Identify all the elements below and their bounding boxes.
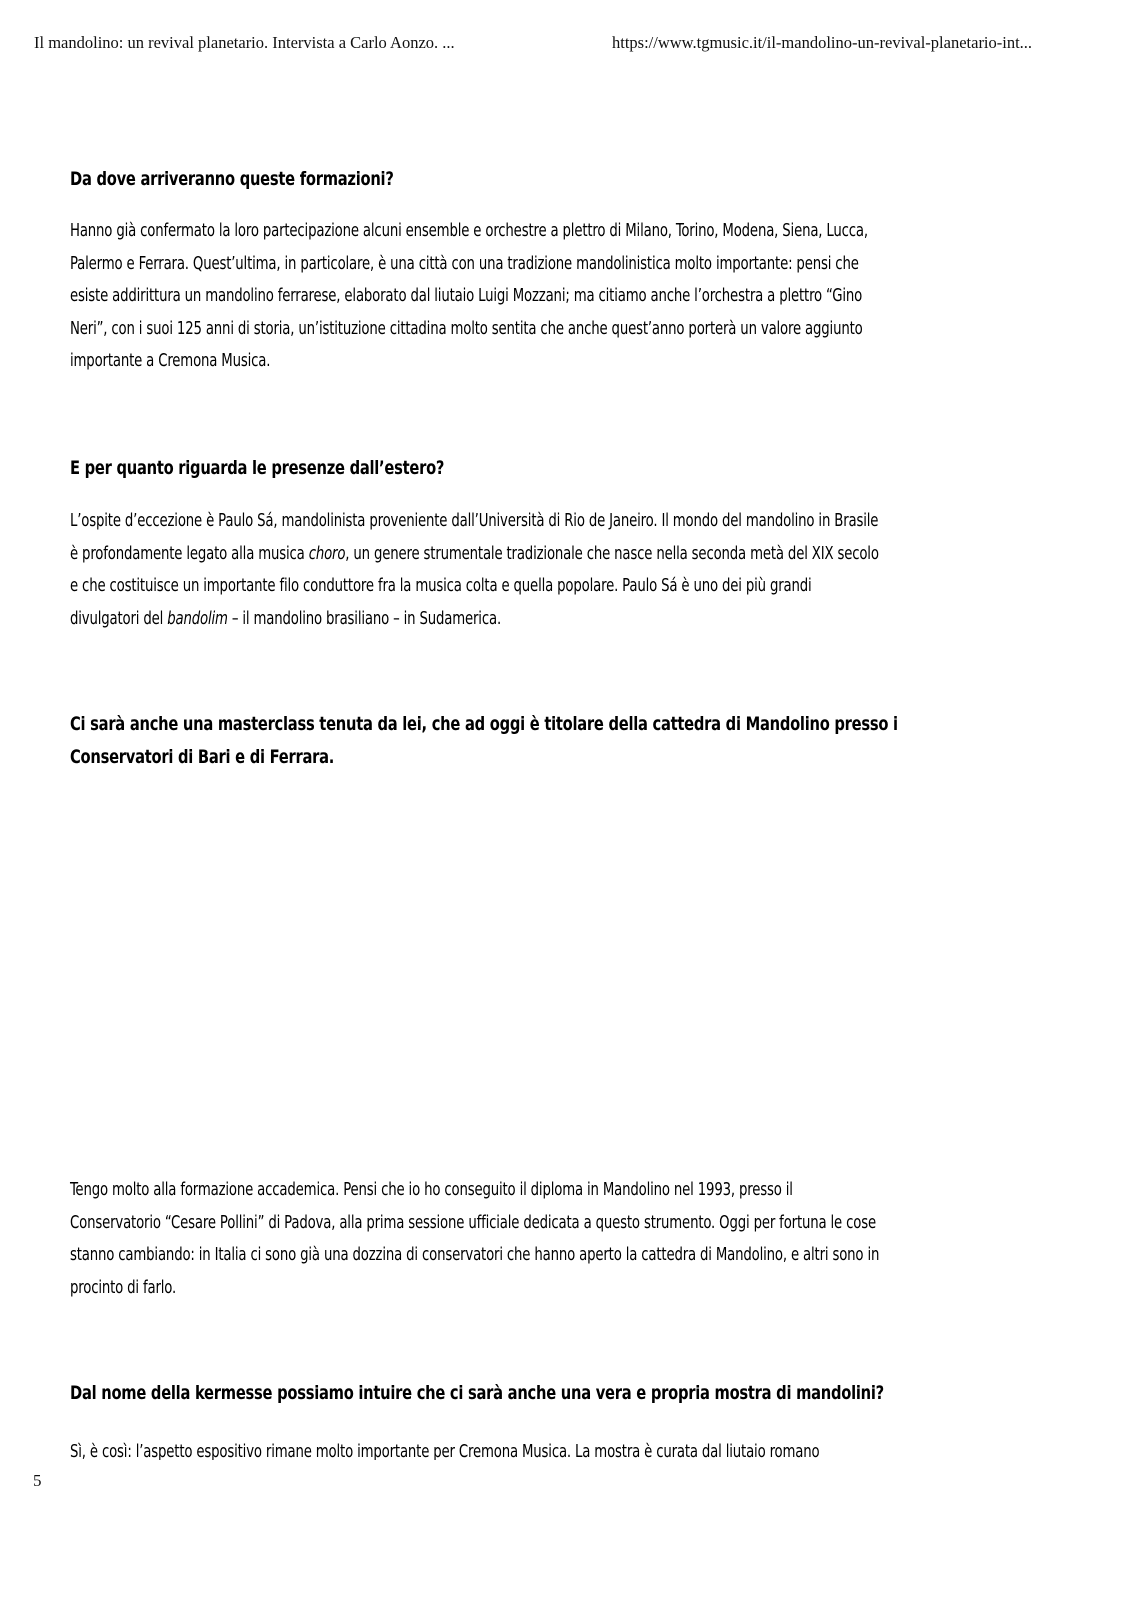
- question-heading-4: Dal nome della kermesse possiamo intuire che ci sarà anche una vera e propria mostra di mandolini?: [70, 1382, 884, 1404]
- paragraph-line: Neri”, con i suoi 125 anni di storia, un’istituzione cittadina molto sentita che anche quest’anno porterà un valore aggiunto: [70, 317, 863, 339]
- page-break-clip: [70, 1438, 1130, 1460]
- page-title: Il mandolino: un revival planetario. Intervista a Carlo Aonzo. ...: [34, 33, 455, 52]
- paragraph-line: e che costituisce un importante filo conduttore fra la musica colta e quella popolare. Paulo Sá è uno dei più grandi: [70, 575, 812, 596]
- question-heading-1: Da dove arriveranno queste formazioni?: [70, 168, 394, 190]
- paragraph-line: importante a Cremona Musica.: [70, 350, 271, 371]
- page-number: 5: [33, 1471, 42, 1490]
- paragraph-line: Hanno già confermato la loro partecipazione alcuni ensemble e orchestre a plettro di Milano, Torino, Modena, Siena, Lucca,: [70, 220, 868, 241]
- instrument-term: bandolim: [167, 607, 228, 629]
- paragraph-line: Palermo e Ferrara. Quest’ultima, in particolare, è una città con una tradizione mandolinistica molto importante: pensi che: [70, 252, 859, 274]
- answer-paragraph-2: [70, 505, 1062, 635]
- genre-term: choro: [308, 542, 346, 564]
- paragraph-line: L’ospite d’eccezione è Paulo Sá, mandolinista proveniente dall’Università di Rio de Janeiro. Il mondo del mandolino in Brasile: [70, 510, 879, 531]
- answer-paragraph-3: [70, 1174, 1062, 1304]
- paragraph-line: divulgatori del bandolim – il mandolino brasiliano – in Sudamerica.: [70, 607, 501, 629]
- paragraph-line: Tengo molto alla formazione accademica. Pensi che io ho conseguito il diploma in Mandolino nel 1993, presso il: [70, 1179, 793, 1200]
- paragraph-line: procinto di farlo.: [70, 1276, 177, 1298]
- paragraph-line: esiste addirittura un mandolino ferrarese, elaborato dal liutaio Luigi Mozzani; ma citiamo anche l’orchestra a plettro “Gino: [70, 285, 863, 306]
- paragraph-line: Conservatorio “Cesare Pollini” di Padova, alla prima sessione ufficiale dedicata a questo strumento. Oggi per fortuna le cose: [70, 1211, 876, 1233]
- paragraph-line: è profondamente legato alla musica choro, un genere strumentale tradizionale che nasce nella seconda metà del XIX secolo: [70, 542, 879, 564]
- answer-paragraph-1: [70, 215, 1062, 378]
- print-header: [34, 33, 1096, 57]
- answer-paragraph-4-partial: Sì, è così: l’aspetto espositivo rimane molto importante per Cremona Musica. La mostra è curata dal liutaio romano: [70, 1441, 820, 1460]
- question-heading-3: [70, 708, 1059, 774]
- question-heading-2: E per quanto riguarda le presenze dall’estero?: [70, 457, 445, 479]
- heading-line: Conservatori di Bari e di Ferrara.: [70, 746, 335, 768]
- paragraph-line: stanno cambiando: in Italia ci sono già una dozzina di conservatori che hanno aperto la cattedra di Mandolino, e altri sono in: [70, 1244, 880, 1265]
- page-url[interactable]: https://www.tgmusic.it/il-mandolino-un-revival-planetario-int...: [612, 33, 1033, 52]
- heading-line: Ci sarà anche una masterclass tenuta da lei, che ad oggi è titolare della cattedra di Mandolino presso i: [70, 713, 898, 735]
